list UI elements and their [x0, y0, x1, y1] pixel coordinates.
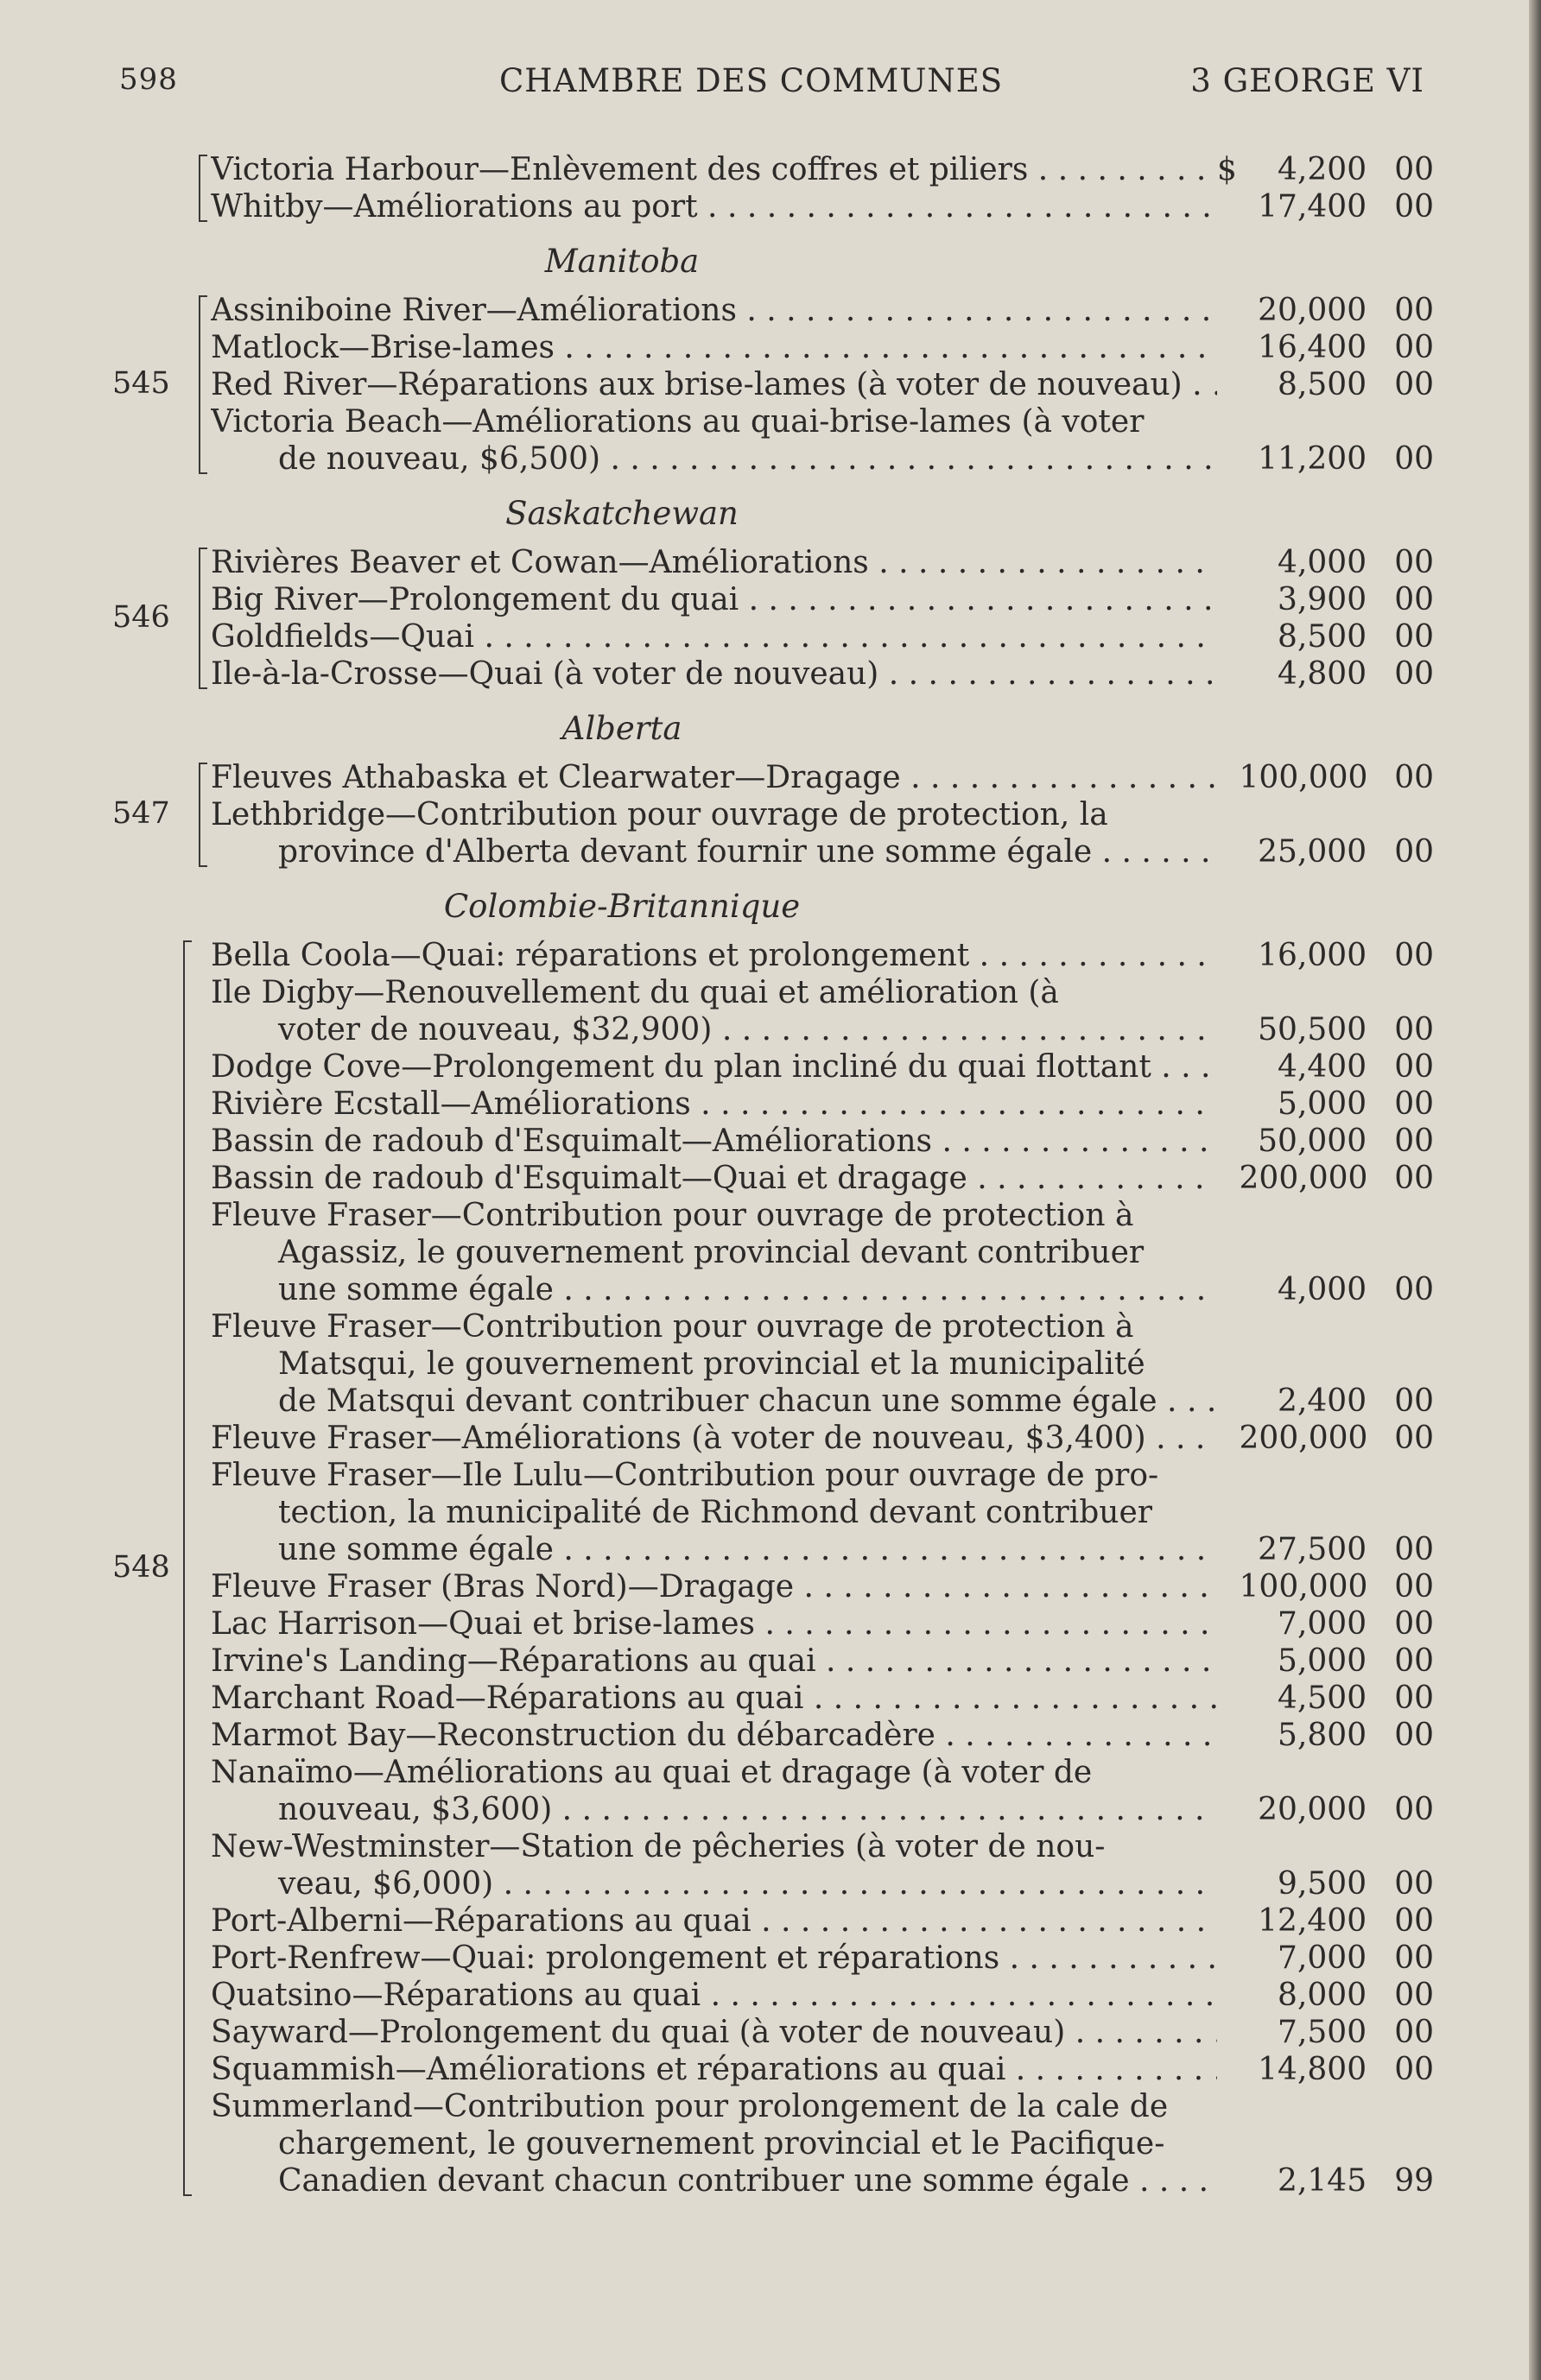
item-text-line: Matlock—Brise-lames . . .: [211, 329, 1217, 366]
amount-value: 4,400: [1278, 1049, 1367, 1085]
amount-value: 4,800: [1278, 656, 1367, 692]
item-text-line: Nanaïmo—Améliorations au quai et dragage (à voter de: [211, 1755, 1093, 1790]
amount-cents: 00: [1394, 1866, 1434, 1902]
amount-value: 3,900: [1278, 582, 1367, 617]
dollar-sign: $: [1217, 152, 1237, 187]
item-text-line: Lac Harrison—Quai et brise-lames . . .: [211, 1605, 1217, 1643]
item-text-line: Victoria Beach—Améliorations au quai-brise-lames (à voter: [211, 404, 1145, 440]
list-item: [199, 1828, 1434, 1902]
amount-cents: 00: [1394, 1421, 1434, 1456]
amount-value: 2,145: [1278, 2163, 1367, 2199]
list-item: [199, 1680, 1434, 1717]
item-text-line: Whitby—Améliorations au port . . .: [211, 188, 1217, 225]
amount-value: 12,400: [1258, 1903, 1367, 1939]
amount-value: 5,000: [1278, 1086, 1367, 1122]
amount-cents: 00: [1394, 367, 1434, 402]
amount-value: 9,500: [1278, 1866, 1367, 1902]
amount-cents: 00: [1394, 1903, 1434, 1939]
amount-value: 8,500: [1278, 367, 1367, 402]
list-item: [199, 1605, 1434, 1643]
list-item: [199, 366, 1434, 403]
list-item: [199, 1977, 1434, 2014]
amount-cents: 00: [1394, 834, 1434, 870]
item-text-line: nouveau, $3,600) . . .: [211, 1791, 1217, 1828]
amount-cents: 00: [1394, 1272, 1434, 1307]
item-text-line: Victoria Harbour—Enlèvement des coffres et piliers . . .: [211, 151, 1217, 188]
list-item: [199, 329, 1434, 366]
amount-cents: 00: [1394, 330, 1434, 365]
list-item: [199, 937, 1434, 974]
amount-cents: 00: [1394, 1718, 1434, 1753]
amount-value: 7,000: [1278, 1606, 1367, 1642]
amount-value: 200,000: [1239, 1161, 1368, 1196]
amount-value: 16,400: [1258, 330, 1367, 365]
list-item: [199, 655, 1434, 693]
list-item: [199, 1940, 1434, 1977]
item-text-line: Port-Renfrew—Quai: prolongement et réparations . . .: [211, 1940, 1217, 1977]
item-text-line: Quatsino—Réparations au quai . . .: [211, 1977, 1217, 2014]
item-text-line: Dodge Cove—Prolongement du plan incliné du quai flottant . . .: [211, 1048, 1217, 1086]
amount-value: 5,000: [1278, 1643, 1367, 1679]
list-item: [199, 1197, 1434, 1308]
amount-value: 11,200: [1258, 441, 1367, 477]
amount-value: 7,500: [1278, 2015, 1367, 2050]
item-text-line: Fleuve Fraser—Contribution pour ouvrage de protection à: [211, 1198, 1134, 1233]
item-text-line: de nouveau, $6,500) . . .: [211, 440, 1217, 478]
item-text-line: tection, la municipalité de Richmond devant contribuer: [278, 1495, 1152, 1530]
list-item: [199, 1717, 1434, 1754]
amount-cents: 00: [1394, 760, 1434, 795]
vote-group: [112, 759, 1434, 870]
item-text-line: Rivières Beaver et Cowan—Améliorations . . .: [211, 544, 1217, 581]
amount-cents: 00: [1394, 1049, 1434, 1085]
amount-value: 16,000: [1258, 938, 1367, 973]
estimates-list: [112, 151, 1434, 2205]
list-item: [199, 581, 1434, 618]
list-item: [199, 1086, 1434, 1123]
list-item: [199, 759, 1434, 796]
amount-value: 4,200: [1278, 152, 1367, 187]
amount-cents: 00: [1394, 545, 1434, 580]
item-text-line: Squammish—Améliorations et réparations au quai . . .: [211, 2051, 1217, 2088]
list-item: [199, 292, 1434, 329]
item-text-line: Fleuve Fraser (Bras Nord)—Dragage . . .: [211, 1568, 1217, 1605]
amount-value: 100,000: [1239, 760, 1368, 795]
list-item: [199, 403, 1434, 478]
amount-value: 17,400: [1258, 189, 1367, 225]
amount-value: 2,400: [1278, 1383, 1367, 1419]
amount-cents: 00: [1394, 189, 1434, 225]
amount-cents: 00: [1394, 1161, 1434, 1196]
list-item: [199, 1420, 1434, 1457]
item-text-line: Agassiz, le gouvernement provincial devant contribuer: [278, 1235, 1145, 1270]
list-item: [199, 1160, 1434, 1197]
list-item: [199, 2014, 1434, 2051]
item-text-line: Sayward—Prolongement du quai (à voter de nouveau) . . .: [211, 2014, 1217, 2051]
vote-number: 545: [112, 366, 170, 401]
list-item: [199, 974, 1434, 1048]
list-item: [199, 188, 1434, 225]
section-title: Alberta: [561, 710, 682, 747]
section-title: Manitoba: [544, 243, 700, 280]
amount-value: 100,000: [1239, 1569, 1368, 1605]
item-text-line: Lethbridge—Contribution pour ouvrage de protection, la: [211, 797, 1108, 832]
item-text-line: chargement, le gouvernement provincial et le Pacifique-: [278, 2126, 1165, 2162]
amount-cents: 00: [1394, 619, 1434, 655]
amount-cents: 99: [1394, 2163, 1434, 2199]
amount-cents: 00: [1394, 1086, 1434, 1122]
item-text-line: Canadien devant chacun contribuer une somme égale . . .: [211, 2162, 1217, 2200]
list-item: [199, 618, 1434, 655]
item-text-line: Marmot Bay—Reconstruction du débarcadère . . .: [211, 1717, 1217, 1754]
list-item: [199, 796, 1434, 870]
item-text-line: New-Westminster—Station de pêcheries (à voter de nou-: [211, 1829, 1106, 1864]
vote-group: [112, 544, 1434, 693]
item-text-line: Summerland—Contribution pour prolongement de la cale de: [211, 2089, 1169, 2124]
amount-cents: 00: [1394, 582, 1434, 617]
amount-value: 4,500: [1278, 1681, 1367, 1716]
item-text-line: de Matsqui devant contribuer chacun une somme égale . . .: [211, 1383, 1217, 1420]
amount-value: 7,000: [1278, 1940, 1367, 1976]
amount-cents: 00: [1394, 1124, 1434, 1159]
page-header: [119, 54, 1424, 105]
vote-number: 548: [112, 1549, 170, 1585]
item-text-line: Bassin de radoub d'Esquimalt—Améliorations . . .: [211, 1123, 1217, 1160]
item-text-line: Port-Alberni—Réparations au quai . . .: [211, 1902, 1217, 1940]
regnal-year: 3 GEORGE VI: [1190, 62, 1424, 99]
vote-group: [112, 292, 1434, 478]
item-text-line: Big River—Prolongement du quai . . .: [211, 581, 1217, 618]
vote-number: 547: [112, 796, 170, 831]
item-text-line: voter de nouveau, $32,900) . . .: [211, 1011, 1217, 1048]
amount-cents: 00: [1394, 1383, 1434, 1419]
section-title: Saskatchewan: [505, 495, 739, 532]
item-text-line: Fleuve Fraser—Améliorations (à voter de nouveau, $3,400) . . .: [211, 1420, 1217, 1457]
amount-cents: 00: [1394, 1012, 1434, 1048]
item-text-line: Ile Digby—Renouvellement du quai et amélioration (à: [211, 975, 1059, 1010]
amount-value: 20,000: [1258, 293, 1367, 328]
page-number: 598: [119, 62, 178, 97]
item-text-line: province d'Alberta devant fournir une somme égale . . .: [211, 833, 1217, 870]
amount-cents: 00: [1394, 938, 1434, 973]
item-text-line: Irvine's Landing—Réparations au quai . . .: [211, 1643, 1217, 1680]
list-item: [199, 1457, 1434, 1568]
item-text-line: veau, $6,000) . . .: [211, 1865, 1217, 1902]
page-edge: [1529, 0, 1541, 2380]
item-text-line: Rivière Ecstall—Améliorations . . .: [211, 1086, 1217, 1123]
amount-cents: 00: [1394, 1940, 1434, 1976]
amount-cents: 00: [1394, 2015, 1434, 2050]
list-item: [199, 1568, 1434, 1605]
amount-value: 50,000: [1258, 1124, 1367, 1159]
amount-cents: 00: [1394, 2052, 1434, 2087]
amount-value: 4,000: [1278, 1272, 1367, 1307]
vote-group: [112, 151, 1434, 225]
amount-value: 4,000: [1278, 545, 1367, 580]
list-item: [199, 544, 1434, 581]
amount-cents: 00: [1394, 1532, 1434, 1567]
list-item: [199, 1123, 1434, 1160]
item-text-line: Fleuves Athabaska et Clearwater—Dragage . . .: [211, 759, 1217, 796]
amount-value: 27,500: [1258, 1532, 1367, 1567]
section-title: Colombie-Britannique: [443, 888, 801, 925]
amount-value: 14,800: [1258, 2052, 1367, 2087]
item-text-line: Fleuve Fraser—Contribution pour ouvrage de protection à: [211, 1309, 1134, 1345]
amount-value: 8,500: [1278, 619, 1367, 655]
amount-value: 8,000: [1278, 1978, 1367, 2013]
item-text-line: Fleuve Fraser—Ile Lulu—Contribution pour ouvrage de pro-: [211, 1458, 1159, 1493]
item-text-line: Matsqui, le gouvernement provincial et la municipalité: [278, 1346, 1145, 1382]
amount-value: 20,000: [1258, 1792, 1367, 1827]
item-text-line: Ile-à-la-Crosse—Quai (à voter de nouveau) . . .: [211, 655, 1217, 693]
item-text-line: Marchant Road—Réparations au quai . . .: [211, 1680, 1217, 1717]
item-text-line: Bassin de radoub d'Esquimalt—Quai et dragage . . .: [211, 1160, 1217, 1197]
amount-value: 200,000: [1239, 1421, 1368, 1456]
brace: [183, 940, 193, 2196]
amount-cents: 00: [1394, 1569, 1434, 1605]
vote-number: 546: [112, 599, 170, 635]
amount-cents: 00: [1394, 1643, 1434, 1679]
item-text-line: Goldfields—Quai . . .: [211, 618, 1217, 655]
amount-cents: 00: [1394, 293, 1434, 328]
amount-cents: 00: [1394, 1681, 1434, 1716]
amount-value: 50,500: [1258, 1012, 1367, 1048]
amount-cents: 00: [1394, 152, 1434, 187]
item-text-line: Red River—Réparations aux brise-lames (à voter de nouveau) . . .: [211, 366, 1217, 403]
amount-cents: 00: [1394, 1792, 1434, 1827]
amount-cents: 00: [1394, 1606, 1434, 1642]
item-text-line: Bella Coola—Quai: réparations et prolongement . . .: [211, 937, 1217, 974]
list-item: [199, 1754, 1434, 1828]
amount-cents: 00: [1394, 1978, 1434, 2013]
amount-value: 5,800: [1278, 1718, 1367, 1753]
amount-cents: 00: [1394, 441, 1434, 477]
list-item: [199, 2051, 1434, 2088]
item-text-line: une somme égale . . .: [211, 1531, 1217, 1568]
list-item: [199, 2088, 1434, 2200]
list-item: [199, 1902, 1434, 1940]
list-item: [199, 1048, 1434, 1086]
list-item: [199, 1308, 1434, 1420]
item-text-line: Assiniboine River—Améliorations . . .: [211, 292, 1217, 329]
item-text-line: une somme égale . . .: [211, 1271, 1217, 1308]
page-title: CHAMBRE DES COMMUNES: [499, 62, 1004, 99]
list-item: [199, 1643, 1434, 1680]
amount-value: 25,000: [1258, 834, 1367, 870]
vote-group: [112, 937, 1434, 2200]
amount-cents: 00: [1394, 656, 1434, 692]
list-item: [199, 151, 1434, 188]
